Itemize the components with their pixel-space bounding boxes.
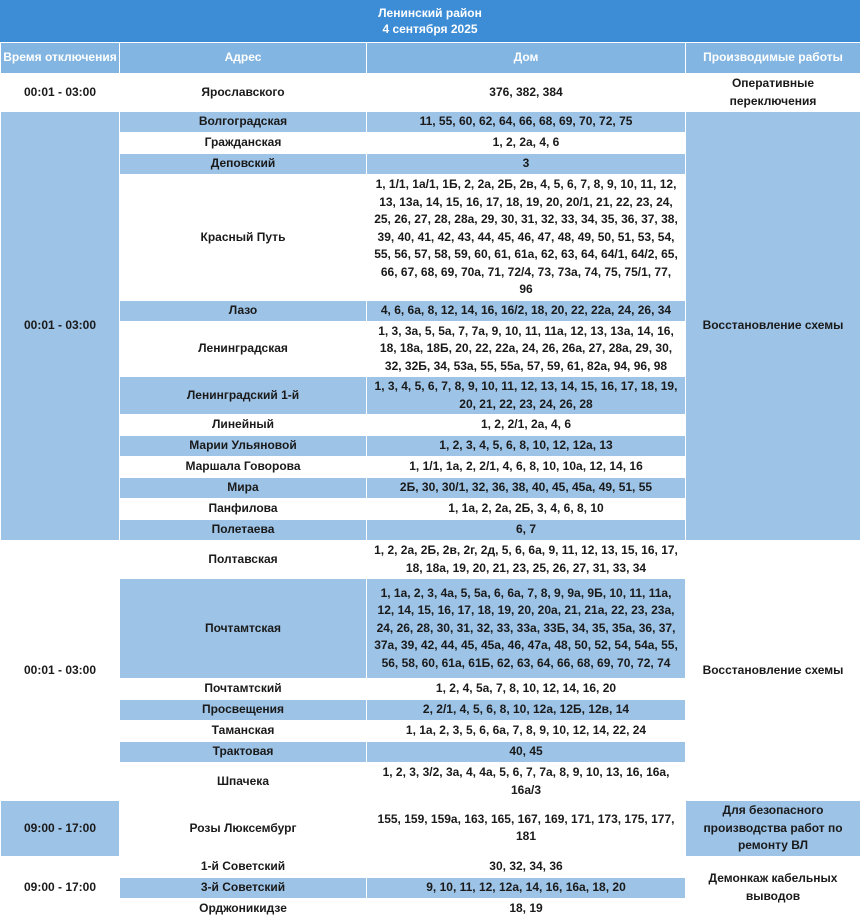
works-cell: Оперативные переключения	[686, 74, 860, 112]
street-cell: Розы Люксембург	[120, 801, 367, 857]
houses-cell: 1, 2, 2а, 2Б, 2в, 2г, 2д, 5, 6, 6а, 9, 11, 12, 13, 15, 16, 17, 18, 18а, 19, 20, 21, 23, 25, 26, 27, 31, 33, 34	[367, 541, 686, 579]
houses-cell: 1, 3, 4, 5, 6, 7, 8, 9, 10, 11, 12, 13, 14, 15, 16, 17, 18, 19, 20, 21, 22, 23, 24, 26, 28	[367, 377, 686, 415]
street-cell: Полетаева	[120, 520, 367, 541]
houses-cell: 155, 159, 159а, 163, 165, 167, 169, 171, 173, 175, 177, 181	[367, 801, 686, 857]
street-cell: Маршала Говорова	[120, 457, 367, 478]
street-cell: Орджоникидзе	[120, 898, 367, 919]
street-cell: Ленинградский 1-й	[120, 377, 367, 415]
street-cell: Панфилова	[120, 499, 367, 520]
street-cell: Полтавская	[120, 541, 367, 579]
works-cell: Восстановление схемы	[686, 112, 860, 541]
street-cell: 1-й Советский	[120, 856, 367, 877]
outage-time-cell: 00:01 - 03:00	[1, 74, 120, 112]
street-cell: Ярославского	[120, 74, 367, 112]
table-header-row	[1, 43, 860, 74]
outage-time-cell: 09:00 - 17:00	[1, 856, 120, 919]
street-cell: Деповский	[120, 154, 367, 175]
houses-cell: 1, 1а, 2, 3, 4а, 5, 5а, 6, 6а, 7, 8, 9, 9а, 9Б, 10, 11, 11а, 12, 14, 15, 16, 17, 18, 19, 20, 20а, 21, 21а, 22, 23, 23а, 24, 26, 28, 30, 31, 32, 33, 33а, 33Б, 34, 35, 35а, 36, 37, 37а, 39, 42, 44, 45, 45а, 46, 47а, 48, 50, 52, 54, 54а, 55, 56, 58, 60, 61а, 61Б, 62, 63, 64, 66, 68, 69, 70, 72, 74	[367, 579, 686, 679]
table-title-bar	[0, 0, 860, 42]
houses-cell: 2, 2/1, 4, 5, 6, 8, 10, 12а, 12Б, 12в, 14	[367, 700, 686, 721]
houses-cell: 9, 10, 11, 12, 12а, 14, 16, 16а, 18, 20	[367, 877, 686, 898]
houses-cell: 11, 55, 60, 62, 64, 66, 68, 69, 70, 72, 75	[367, 112, 686, 133]
street-cell: Линейный	[120, 415, 367, 436]
houses-cell: 2Б, 30, 30/1, 32, 36, 38, 40, 45, 45а, 49, 51, 55	[367, 478, 686, 499]
street-cell: Марии Ульяновой	[120, 436, 367, 457]
column-header-time: Время отключения	[1, 43, 120, 74]
street-cell: Лазо	[120, 300, 367, 321]
table-row	[1, 801, 860, 857]
table-body	[1, 74, 860, 920]
houses-cell: 3	[367, 154, 686, 175]
houses-cell: 1, 2, 3, 4, 5, 6, 8, 10, 12, 12а, 13	[367, 436, 686, 457]
houses-cell: 4, 6, 6а, 8, 12, 14, 16, 16/2, 18, 20, 22, 22а, 24, 26, 34	[367, 300, 686, 321]
outage-table	[0, 42, 860, 920]
houses-cell: 6, 7	[367, 520, 686, 541]
houses-cell: 376, 382, 384	[367, 74, 686, 112]
houses-cell: 1, 1/1, 1а/1, 1Б, 2, 2а, 2Б, 2в, 4, 5, 6, 7, 8, 9, 10, 11, 12, 13, 13а, 14, 15, 16, 17, 18, 19, 20, 20/1, 21, 22, 23, 24, 25, 26, 27, 28, 28а, 29, 30, 31, 32, 33, 34, 35, 36, 37, 38, 39, 40, 41, 42, 43, 44, 45, 46, 47, 48, 49, 50, 51, 53, 54, 55, 56, 57, 58, 59, 60, 61, 61а, 62, 63, 64, 64/1, 64/2, 65, 66, 67, 68, 69, 70а, 71, 72/4, 73, 73а, 74, 75, 75/1, 77, 96	[367, 175, 686, 301]
works-cell: Для безопасного производства работ по ремонту ВЛ	[686, 801, 860, 857]
street-cell: Гражданская	[120, 133, 367, 154]
houses-cell: 1, 1/1, 1а, 2, 2/1, 4, 6, 8, 10, 10а, 12, 14, 16	[367, 457, 686, 478]
houses-cell: 40, 45	[367, 742, 686, 763]
column-header-works: Производимые работы	[686, 43, 860, 74]
table-row	[1, 112, 860, 133]
column-header-house: Дом	[367, 43, 686, 74]
houses-cell: 1, 1а, 2, 3, 5, 6, 6а, 7, 8, 9, 10, 12, 14, 22, 24	[367, 721, 686, 742]
houses-cell: 30, 32, 34, 36	[367, 856, 686, 877]
street-cell: Просвещения	[120, 700, 367, 721]
column-header-address: Адрес	[120, 43, 367, 74]
district-title: Ленинский район	[378, 5, 482, 21]
houses-cell: 1, 2, 3, 3/2, 3а, 4, 4а, 5, 6, 7, 7а, 8, 9, 10, 13, 16, 16а, 16а/3	[367, 763, 686, 801]
street-cell: Волгоградская	[120, 112, 367, 133]
houses-cell: 1, 1а, 2, 2а, 2Б, 3, 4, 6, 8, 10	[367, 499, 686, 520]
schedule-date: 4 сентября 2025	[382, 21, 477, 37]
street-cell: Красный Путь	[120, 175, 367, 301]
street-cell: Почтамтская	[120, 579, 367, 679]
street-cell: Шпачека	[120, 763, 367, 801]
street-cell: Таманская	[120, 721, 367, 742]
houses-cell: 1, 2, 2/1, 2а, 4, 6	[367, 415, 686, 436]
houses-cell: 1, 2, 2а, 4, 6	[367, 133, 686, 154]
street-cell: Ленинградская	[120, 321, 367, 377]
outage-time-cell: 00:01 - 03:00	[1, 541, 120, 801]
works-cell: Восстановление схемы	[686, 541, 860, 801]
outage-time-cell: 00:01 - 03:00	[1, 112, 120, 541]
works-cell: Демонкаж кабельных выводов	[686, 856, 860, 919]
table-row	[1, 856, 860, 877]
table-row	[1, 541, 860, 579]
houses-cell: 1, 2, 4, 5а, 7, 8, 10, 12, 14, 16, 20	[367, 679, 686, 700]
table-row	[1, 74, 860, 112]
houses-cell: 18, 19	[367, 898, 686, 919]
street-cell: 3-й Советский	[120, 877, 367, 898]
houses-cell: 1, 3, 3а, 5, 5а, 7, 7а, 9, 10, 11, 11а, 12, 13, 13а, 14, 16, 18, 18а, 18Б, 20, 22, 22а, 24, 26, 26а, 27, 28а, 29, 30, 32, 32Б, 34, 53а, 55, 55а, 57, 59, 61, 82а, 94, 96, 98	[367, 321, 686, 377]
outage-time-cell: 09:00 - 17:00	[1, 801, 120, 857]
street-cell: Трактовая	[120, 742, 367, 763]
street-cell: Мира	[120, 478, 367, 499]
street-cell: Почтамтский	[120, 679, 367, 700]
